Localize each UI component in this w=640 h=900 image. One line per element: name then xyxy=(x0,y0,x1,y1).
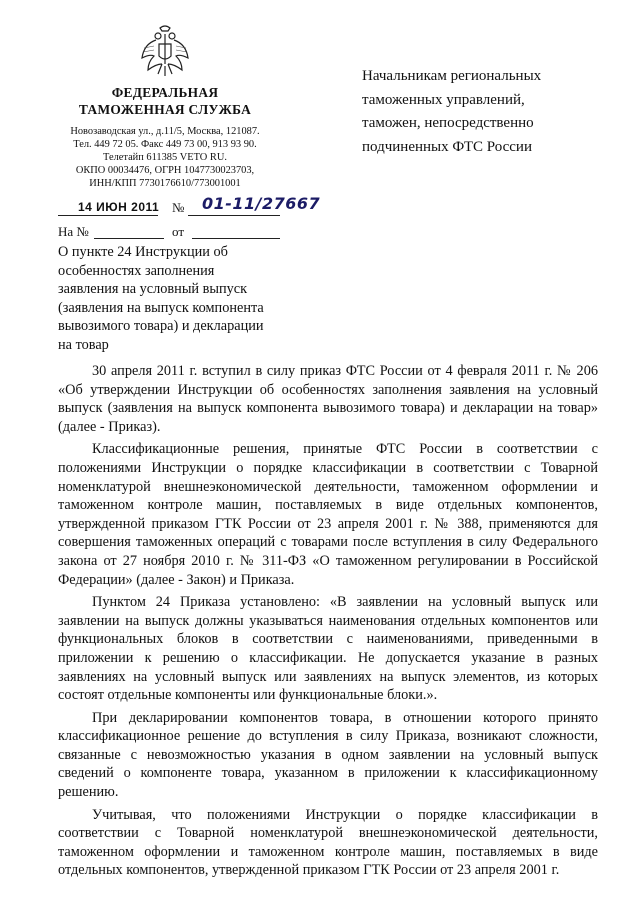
address-line-3: Телетайп 611385 VETO RU. xyxy=(103,152,227,163)
address-line-5: ИНН/КПП 7730176610/773001001 xyxy=(89,178,241,189)
org-line-1: ФЕДЕРАЛЬНАЯ xyxy=(111,85,219,100)
organization-name xyxy=(60,84,270,118)
subject-line-6: на товар xyxy=(58,336,109,353)
address-line-1: Новозаводская ул., д.11/5, Москва, 121087. xyxy=(70,126,260,137)
ref-number-label: На № xyxy=(58,224,89,239)
addressee-line-4: подчиненных ФТС России xyxy=(362,138,532,155)
subject-line-1: О пункте 24 Инструкции об xyxy=(58,244,228,260)
subject-line-2: особенностях заполнения xyxy=(58,262,215,279)
registration-number: 01-11/27667 xyxy=(202,194,321,213)
body-paragraph-5: Учитывая, что положениями Инструкции о порядке классификации в соответствии с Товарной номенклатурой внешнеэкономической деятельности, таможенном оформлении и таможенном контроле машин, поставляемых в виде отдельных компонентов, утвержденной приказом ГТК России от 23 апреля 2001 г. xyxy=(58,806,598,879)
date-underline xyxy=(58,215,158,216)
body-paragraph-4: При декларировании компонентов товара, в отношении которого принято классификационное решение до вступления в силу Приказа, возникают сложности, связанные с невозможностью указания в одном заявлении на условный выпуск сведений о компоненте товара, указанном в приложении к классификационному решению. xyxy=(58,709,598,801)
addressee-line-2: таможенных управлений, xyxy=(362,91,525,108)
address-line-4: ОКПО 00034476, ОГРН 1047730023703, xyxy=(75,165,255,176)
ref-from-underline xyxy=(192,238,280,239)
number-underline xyxy=(188,215,280,216)
addressee-line-3: таможен, непосредственно xyxy=(362,115,534,131)
ref-from-label: от xyxy=(172,224,185,239)
emblem-eagle-icon xyxy=(140,22,190,78)
body-paragraph-1: 30 апреля 2011 г. вступил в силу приказ ФТС России от 4 февраля 2011 г. № 206 «Об утверждении Инструкции об особенностях заполнения заявления на условный выпуск (заявления на выпуск компонента вывозимого товара) и декларации на товар» (далее - Приказ). xyxy=(58,363,598,435)
registration-date: 14 ИЮН 2011 xyxy=(78,200,160,214)
subject-line-4: (заявления на выпуск компонента xyxy=(58,299,264,316)
subject-line-3: заявления на условный выпуск xyxy=(58,281,248,298)
organization-address xyxy=(60,125,270,190)
address-line-2: Тел. 449 72 05. Факс 449 73 00, 913 93 90. xyxy=(73,139,257,150)
body-paragraph-2: Классификационные решения, принятые ФТС России в соответствии с положениями Инструкции о порядке классификации в соответствии с Товарной номенклатурой внешнеэкономической деятельности, таможенном оформлении и таможенном контроле машин, поставляемых в виде отдельных компонентов, утвержденной приказом ГТК России от 23 апреля 2001 г. № 388, применяются для совершения таможенных операций с товарами после вступления в силу Федерального закона от 27 ноября 2010 г. № 311-ФЗ «О таможенном регулировании в Российской Федерации» (далее - Закон) и Приказа. xyxy=(58,441,598,588)
body-paragraph-3: Пунктом 24 Приказа установлено: «В заявлении на условный выпуск или заявлении на выпуск должны указываться наименования отдельных компонентов или функциональных блоков в соответствии с наименованиями, приведенными в приложении к решению о классификации. Не допускается указание в разных заявлениях на условный выпуск или заявлениях на выпуск элементов, из которых состоят отдельные компоненты или функциональные блоки.». xyxy=(58,594,598,704)
ref-number-underline xyxy=(94,238,164,239)
addressee-block xyxy=(362,65,622,159)
letter-subject xyxy=(58,243,298,355)
letter-body xyxy=(58,362,598,884)
org-line-2: ТАМОЖЕННАЯ СЛУЖБА xyxy=(78,102,252,117)
number-label: № xyxy=(172,200,185,215)
subject-line-5: вывозимого товара) и декларации xyxy=(58,318,264,335)
addressee-line-1: Начальникам региональных xyxy=(362,68,542,84)
